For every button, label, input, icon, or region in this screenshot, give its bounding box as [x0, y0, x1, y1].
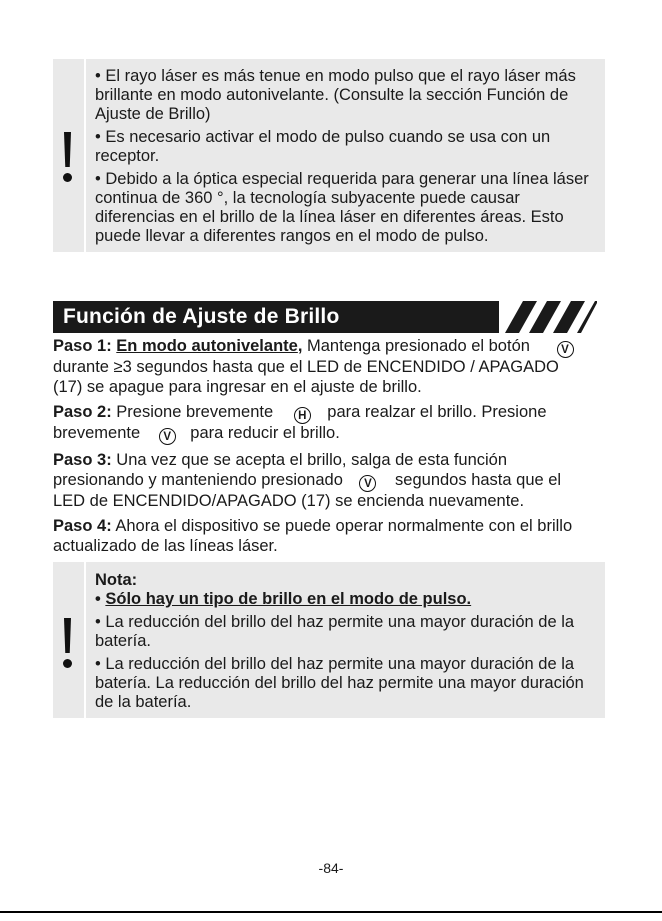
step-2: Paso 2: Presione brevemente H para realzar el brillo. Presione brevemente V para reducir el brillo. — [53, 403, 547, 443]
exclamation-icon — [61, 618, 74, 670]
note-gutter — [53, 562, 86, 718]
step-4-label: Paso 4: — [53, 517, 112, 535]
section-title: Función de Ajuste de Brillo — [63, 305, 340, 328]
step-3: Paso 3: Una vez que se acepta el brillo, salga de esta función presionando y manteniendo presionado V segundos hasta que el LED de ENCENDIDO/APAGADO (17) se encienda nuevamente. — [53, 451, 562, 510]
step-4: Paso 4: Ahora el dispositivo se puede operar normalmente con el brillo actualizado de las líneas láser. — [53, 517, 573, 555]
note-bullet-1: • Sólo hay un tipo de brillo en el modo de pulso. — [95, 590, 472, 608]
steps-block — [53, 337, 619, 562]
page-number: -84- — [318, 860, 344, 876]
v-button-icon: V — [359, 475, 376, 492]
v-button-icon: V — [159, 428, 176, 445]
note-box — [53, 562, 605, 718]
note-heading: Nota: — [95, 571, 138, 589]
warning-box-top — [53, 59, 605, 252]
step-2-label: Paso 2: — [53, 403, 112, 421]
h-button-icon: H — [294, 407, 311, 424]
warning-text — [95, 67, 599, 246]
warning-bullet-3: • Debido a la óptica especial requerida para generar una línea láser continua de 360 °, la tecnología subyacente puede causar diferencias en el brillo de la línea láser en diferentes áreas. Esto puede llevar a diferentes rangos en el modo de pulso. — [95, 170, 589, 245]
note-bullet-2: • La reducción del brillo del haz permite una mayor duración de la batería. — [95, 613, 575, 650]
step-1-mode: En modo autonivelante — [116, 337, 298, 355]
warning-bullet-2: • Es necesario activar el modo de pulso cuando se usa con un receptor. — [95, 128, 551, 165]
step-3-label: Paso 3: — [53, 451, 112, 469]
warning-gutter — [53, 59, 86, 252]
warning-bullet-1: • El rayo láser es más tenue en modo pulso que el rayo láser más brillante en modo autonivelante. (Consulte la sección Función de Ajuste de Brillo) — [95, 67, 576, 123]
step-1-label: Paso 1: — [53, 337, 112, 355]
v-button-icon: V — [557, 341, 574, 358]
note-bullet-3: • La reducción del brillo del haz permite una mayor duración de la batería. La reducción del brillo del haz permite una mayor duración de la batería. — [95, 655, 584, 711]
step-1: Paso 1: En modo autonivelante, Mantenga presionado el botón V durante ≥3 segundos hasta que el LED de ENCENDIDO / APAGADO (17) se apague para ingresar en el ajuste de brillo. — [53, 337, 619, 397]
note-text — [95, 571, 599, 712]
bottom-rule — [0, 911, 662, 913]
section-header — [53, 301, 597, 333]
exclamation-icon — [61, 132, 74, 184]
